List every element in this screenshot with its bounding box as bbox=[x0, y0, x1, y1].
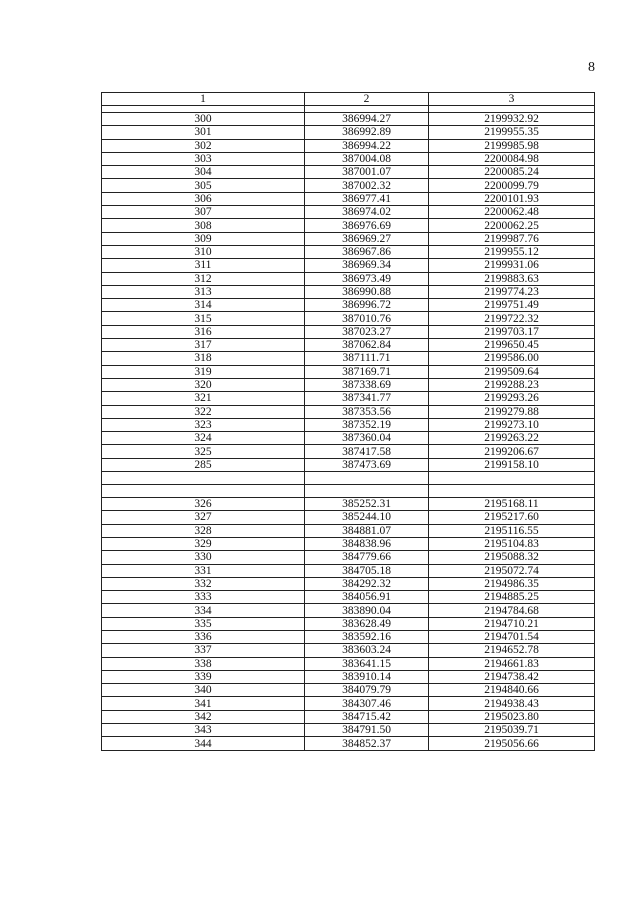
table-row bbox=[102, 299, 595, 312]
table-row bbox=[102, 630, 595, 643]
y-coordinate-cell: 2200062.48 bbox=[429, 206, 595, 219]
point-number-cell: 325 bbox=[102, 445, 305, 458]
point-number-cell: 320 bbox=[102, 378, 305, 391]
y-coordinate-cell: 2199586.00 bbox=[429, 352, 595, 365]
y-coordinate-cell: 2200085.24 bbox=[429, 166, 595, 179]
table-row bbox=[102, 206, 595, 219]
point-number-cell: 337 bbox=[102, 644, 305, 657]
y-coordinate-cell: 2199263.22 bbox=[429, 432, 595, 445]
y-coordinate-cell: 2199955.35 bbox=[429, 126, 595, 139]
table-row bbox=[102, 710, 595, 723]
point-number-cell: 308 bbox=[102, 219, 305, 232]
spacer-row bbox=[102, 106, 595, 113]
empty-cell bbox=[305, 472, 429, 485]
point-number-cell: 323 bbox=[102, 418, 305, 431]
point-number-cell: 317 bbox=[102, 339, 305, 352]
table-row bbox=[102, 405, 595, 418]
y-coordinate-cell: 2195116.55 bbox=[429, 524, 595, 537]
table-body bbox=[102, 106, 595, 751]
point-number-cell: 339 bbox=[102, 670, 305, 683]
y-coordinate-cell: 2199206.67 bbox=[429, 445, 595, 458]
x-coordinate-cell: 386994.27 bbox=[305, 113, 429, 126]
table-row bbox=[102, 498, 595, 511]
table-header bbox=[102, 93, 595, 106]
y-coordinate-cell: 2199273.10 bbox=[429, 418, 595, 431]
x-coordinate-cell: 383628.49 bbox=[305, 617, 429, 630]
point-number-cell: 311 bbox=[102, 259, 305, 272]
y-coordinate-cell: 2200084.98 bbox=[429, 152, 595, 165]
x-coordinate-cell: 387010.76 bbox=[305, 312, 429, 325]
x-coordinate-cell: 386973.49 bbox=[305, 272, 429, 285]
table-row bbox=[102, 551, 595, 564]
point-number-cell: 309 bbox=[102, 232, 305, 245]
table-row bbox=[102, 458, 595, 471]
x-coordinate-cell: 387002.32 bbox=[305, 179, 429, 192]
table-row bbox=[102, 392, 595, 405]
x-coordinate-cell: 383641.15 bbox=[305, 657, 429, 670]
empty-cell bbox=[102, 472, 305, 485]
table-row bbox=[102, 166, 595, 179]
y-coordinate-cell: 2199293.26 bbox=[429, 392, 595, 405]
table-row bbox=[102, 617, 595, 630]
x-coordinate-cell: 387353.56 bbox=[305, 405, 429, 418]
page-number: 8 bbox=[588, 60, 595, 75]
y-coordinate-cell: 2194661.83 bbox=[429, 657, 595, 670]
x-coordinate-cell: 384791.50 bbox=[305, 724, 429, 737]
y-coordinate-cell: 2194938.43 bbox=[429, 697, 595, 710]
point-number-cell: 314 bbox=[102, 299, 305, 312]
column-header-1: 1 bbox=[102, 93, 305, 106]
x-coordinate-cell: 386969.27 bbox=[305, 232, 429, 245]
y-coordinate-cell: 2199158.10 bbox=[429, 458, 595, 471]
x-coordinate-cell: 384292.32 bbox=[305, 577, 429, 590]
x-coordinate-cell: 387341.77 bbox=[305, 392, 429, 405]
point-number-cell: 310 bbox=[102, 245, 305, 258]
x-coordinate-cell: 384715.42 bbox=[305, 710, 429, 723]
x-coordinate-cell: 383592.16 bbox=[305, 630, 429, 643]
y-coordinate-cell: 2199722.32 bbox=[429, 312, 595, 325]
x-coordinate-cell: 386969.34 bbox=[305, 259, 429, 272]
x-coordinate-cell: 385244.10 bbox=[305, 511, 429, 524]
table-row bbox=[102, 272, 595, 285]
y-coordinate-cell: 2195217.60 bbox=[429, 511, 595, 524]
point-number-cell: 344 bbox=[102, 737, 305, 750]
table-row bbox=[102, 537, 595, 550]
point-number-cell: 327 bbox=[102, 511, 305, 524]
x-coordinate-cell: 386976.69 bbox=[305, 219, 429, 232]
y-coordinate-cell: 2199509.64 bbox=[429, 365, 595, 378]
x-coordinate-cell: 384881.07 bbox=[305, 524, 429, 537]
y-coordinate-cell: 2199703.17 bbox=[429, 325, 595, 338]
y-coordinate-cell: 2195104.83 bbox=[429, 537, 595, 550]
x-coordinate-cell: 384852.37 bbox=[305, 737, 429, 750]
y-coordinate-cell: 2195039.71 bbox=[429, 724, 595, 737]
point-number-cell: 336 bbox=[102, 630, 305, 643]
point-number-cell: 343 bbox=[102, 724, 305, 737]
point-number-cell: 324 bbox=[102, 432, 305, 445]
x-coordinate-cell: 387352.19 bbox=[305, 418, 429, 431]
x-coordinate-cell: 386994.22 bbox=[305, 139, 429, 152]
point-number-cell: 313 bbox=[102, 285, 305, 298]
table-row bbox=[102, 259, 595, 272]
table-row bbox=[102, 339, 595, 352]
y-coordinate-cell: 2199751.49 bbox=[429, 299, 595, 312]
point-number-cell: 322 bbox=[102, 405, 305, 418]
table-row bbox=[102, 604, 595, 617]
point-number-cell: 321 bbox=[102, 392, 305, 405]
table-row bbox=[102, 684, 595, 697]
x-coordinate-cell: 387338.69 bbox=[305, 378, 429, 391]
table-row bbox=[102, 126, 595, 139]
x-coordinate-cell: 383910.14 bbox=[305, 670, 429, 683]
point-number-cell: 341 bbox=[102, 697, 305, 710]
y-coordinate-cell: 2199932.92 bbox=[429, 113, 595, 126]
x-coordinate-cell: 386967.86 bbox=[305, 245, 429, 258]
x-coordinate-cell: 384307.46 bbox=[305, 697, 429, 710]
empty-cell bbox=[305, 106, 429, 113]
point-number-cell: 326 bbox=[102, 498, 305, 511]
x-coordinate-cell: 383603.24 bbox=[305, 644, 429, 657]
y-coordinate-cell: 2194710.21 bbox=[429, 617, 595, 630]
table-row bbox=[102, 312, 595, 325]
y-coordinate-cell: 2195168.11 bbox=[429, 498, 595, 511]
table-row bbox=[102, 697, 595, 710]
empty-cell bbox=[305, 485, 429, 498]
y-coordinate-cell: 2199774.23 bbox=[429, 285, 595, 298]
column-header-3: 3 bbox=[429, 93, 595, 106]
y-coordinate-cell: 2199987.76 bbox=[429, 232, 595, 245]
y-coordinate-cell: 2199288.23 bbox=[429, 378, 595, 391]
empty-cell bbox=[102, 485, 305, 498]
table-row bbox=[102, 657, 595, 670]
point-number-cell: 338 bbox=[102, 657, 305, 670]
point-number-cell: 318 bbox=[102, 352, 305, 365]
point-number-cell: 307 bbox=[102, 206, 305, 219]
x-coordinate-cell: 387169.71 bbox=[305, 365, 429, 378]
y-coordinate-cell: 2195056.66 bbox=[429, 737, 595, 750]
table-row bbox=[102, 378, 595, 391]
x-coordinate-cell: 386992.89 bbox=[305, 126, 429, 139]
empty-cell bbox=[429, 485, 595, 498]
blank-row bbox=[102, 485, 595, 498]
table-row bbox=[102, 445, 595, 458]
x-coordinate-cell: 387023.27 bbox=[305, 325, 429, 338]
x-coordinate-cell: 387004.08 bbox=[305, 152, 429, 165]
y-coordinate-cell: 2199931.06 bbox=[429, 259, 595, 272]
y-coordinate-cell: 2194701.54 bbox=[429, 630, 595, 643]
y-coordinate-cell: 2194986.35 bbox=[429, 577, 595, 590]
table-row bbox=[102, 325, 595, 338]
point-number-cell: 316 bbox=[102, 325, 305, 338]
point-number-cell: 300 bbox=[102, 113, 305, 126]
x-coordinate-cell: 383890.04 bbox=[305, 604, 429, 617]
coordinates-table bbox=[101, 92, 595, 751]
point-number-cell: 334 bbox=[102, 604, 305, 617]
point-number-cell: 332 bbox=[102, 577, 305, 590]
y-coordinate-cell: 2194840.66 bbox=[429, 684, 595, 697]
x-coordinate-cell: 384838.96 bbox=[305, 537, 429, 550]
empty-cell bbox=[429, 472, 595, 485]
table-row bbox=[102, 113, 595, 126]
y-coordinate-cell: 2195072.74 bbox=[429, 564, 595, 577]
y-coordinate-cell: 2195088.32 bbox=[429, 551, 595, 564]
x-coordinate-cell: 387111.71 bbox=[305, 352, 429, 365]
header-row bbox=[102, 93, 595, 106]
table-row bbox=[102, 511, 595, 524]
table-row bbox=[102, 670, 595, 683]
point-number-cell: 303 bbox=[102, 152, 305, 165]
y-coordinate-cell: 2194885.25 bbox=[429, 591, 595, 604]
x-coordinate-cell: 384705.18 bbox=[305, 564, 429, 577]
x-coordinate-cell: 387360.04 bbox=[305, 432, 429, 445]
y-coordinate-cell: 2195023.80 bbox=[429, 710, 595, 723]
table-row bbox=[102, 591, 595, 604]
point-number-cell: 315 bbox=[102, 312, 305, 325]
table-row bbox=[102, 192, 595, 205]
y-coordinate-cell: 2199650.45 bbox=[429, 339, 595, 352]
table-row bbox=[102, 245, 595, 258]
table-row bbox=[102, 644, 595, 657]
point-number-cell: 305 bbox=[102, 179, 305, 192]
point-number-cell: 301 bbox=[102, 126, 305, 139]
x-coordinate-cell: 387001.07 bbox=[305, 166, 429, 179]
table-row bbox=[102, 365, 595, 378]
x-coordinate-cell: 384779.66 bbox=[305, 551, 429, 564]
x-coordinate-cell: 387473.69 bbox=[305, 458, 429, 471]
empty-cell bbox=[429, 106, 595, 113]
y-coordinate-cell: 2200062.25 bbox=[429, 219, 595, 232]
table-row bbox=[102, 139, 595, 152]
x-coordinate-cell: 384079.79 bbox=[305, 684, 429, 697]
table-row bbox=[102, 232, 595, 245]
point-number-cell: 304 bbox=[102, 166, 305, 179]
table-row bbox=[102, 524, 595, 537]
table-row bbox=[102, 179, 595, 192]
table-row bbox=[102, 724, 595, 737]
x-coordinate-cell: 387417.58 bbox=[305, 445, 429, 458]
table-row bbox=[102, 352, 595, 365]
point-number-cell: 330 bbox=[102, 551, 305, 564]
point-number-cell: 333 bbox=[102, 591, 305, 604]
y-coordinate-cell: 2199279.88 bbox=[429, 405, 595, 418]
column-header-2: 2 bbox=[305, 93, 429, 106]
x-coordinate-cell: 386977.41 bbox=[305, 192, 429, 205]
y-coordinate-cell: 2194652.78 bbox=[429, 644, 595, 657]
point-number-cell: 302 bbox=[102, 139, 305, 152]
x-coordinate-cell: 386996.72 bbox=[305, 299, 429, 312]
y-coordinate-cell: 2199955.12 bbox=[429, 245, 595, 258]
y-coordinate-cell: 2199883.63 bbox=[429, 272, 595, 285]
x-coordinate-cell: 386974.02 bbox=[305, 206, 429, 219]
table-row bbox=[102, 577, 595, 590]
x-coordinate-cell: 386990.88 bbox=[305, 285, 429, 298]
point-number-cell: 319 bbox=[102, 365, 305, 378]
empty-cell bbox=[102, 106, 305, 113]
table-row bbox=[102, 737, 595, 750]
table-row bbox=[102, 285, 595, 298]
point-number-cell: 329 bbox=[102, 537, 305, 550]
x-coordinate-cell: 385252.31 bbox=[305, 498, 429, 511]
point-number-cell: 335 bbox=[102, 617, 305, 630]
point-number-cell: 340 bbox=[102, 684, 305, 697]
point-number-cell: 342 bbox=[102, 710, 305, 723]
point-number-cell: 312 bbox=[102, 272, 305, 285]
point-number-cell: 328 bbox=[102, 524, 305, 537]
point-number-cell: 331 bbox=[102, 564, 305, 577]
x-coordinate-cell: 384056.91 bbox=[305, 591, 429, 604]
y-coordinate-cell: 2200101.93 bbox=[429, 192, 595, 205]
y-coordinate-cell: 2200099.79 bbox=[429, 179, 595, 192]
point-number-cell: 306 bbox=[102, 192, 305, 205]
y-coordinate-cell: 2199985.98 bbox=[429, 139, 595, 152]
y-coordinate-cell: 2194738.42 bbox=[429, 670, 595, 683]
point-number-cell: 285 bbox=[102, 458, 305, 471]
y-coordinate-cell: 2194784.68 bbox=[429, 604, 595, 617]
table-row bbox=[102, 432, 595, 445]
table-row bbox=[102, 564, 595, 577]
x-coordinate-cell: 387062.84 bbox=[305, 339, 429, 352]
blank-row bbox=[102, 472, 595, 485]
table-row bbox=[102, 418, 595, 431]
table-row bbox=[102, 152, 595, 165]
table-row bbox=[102, 219, 595, 232]
